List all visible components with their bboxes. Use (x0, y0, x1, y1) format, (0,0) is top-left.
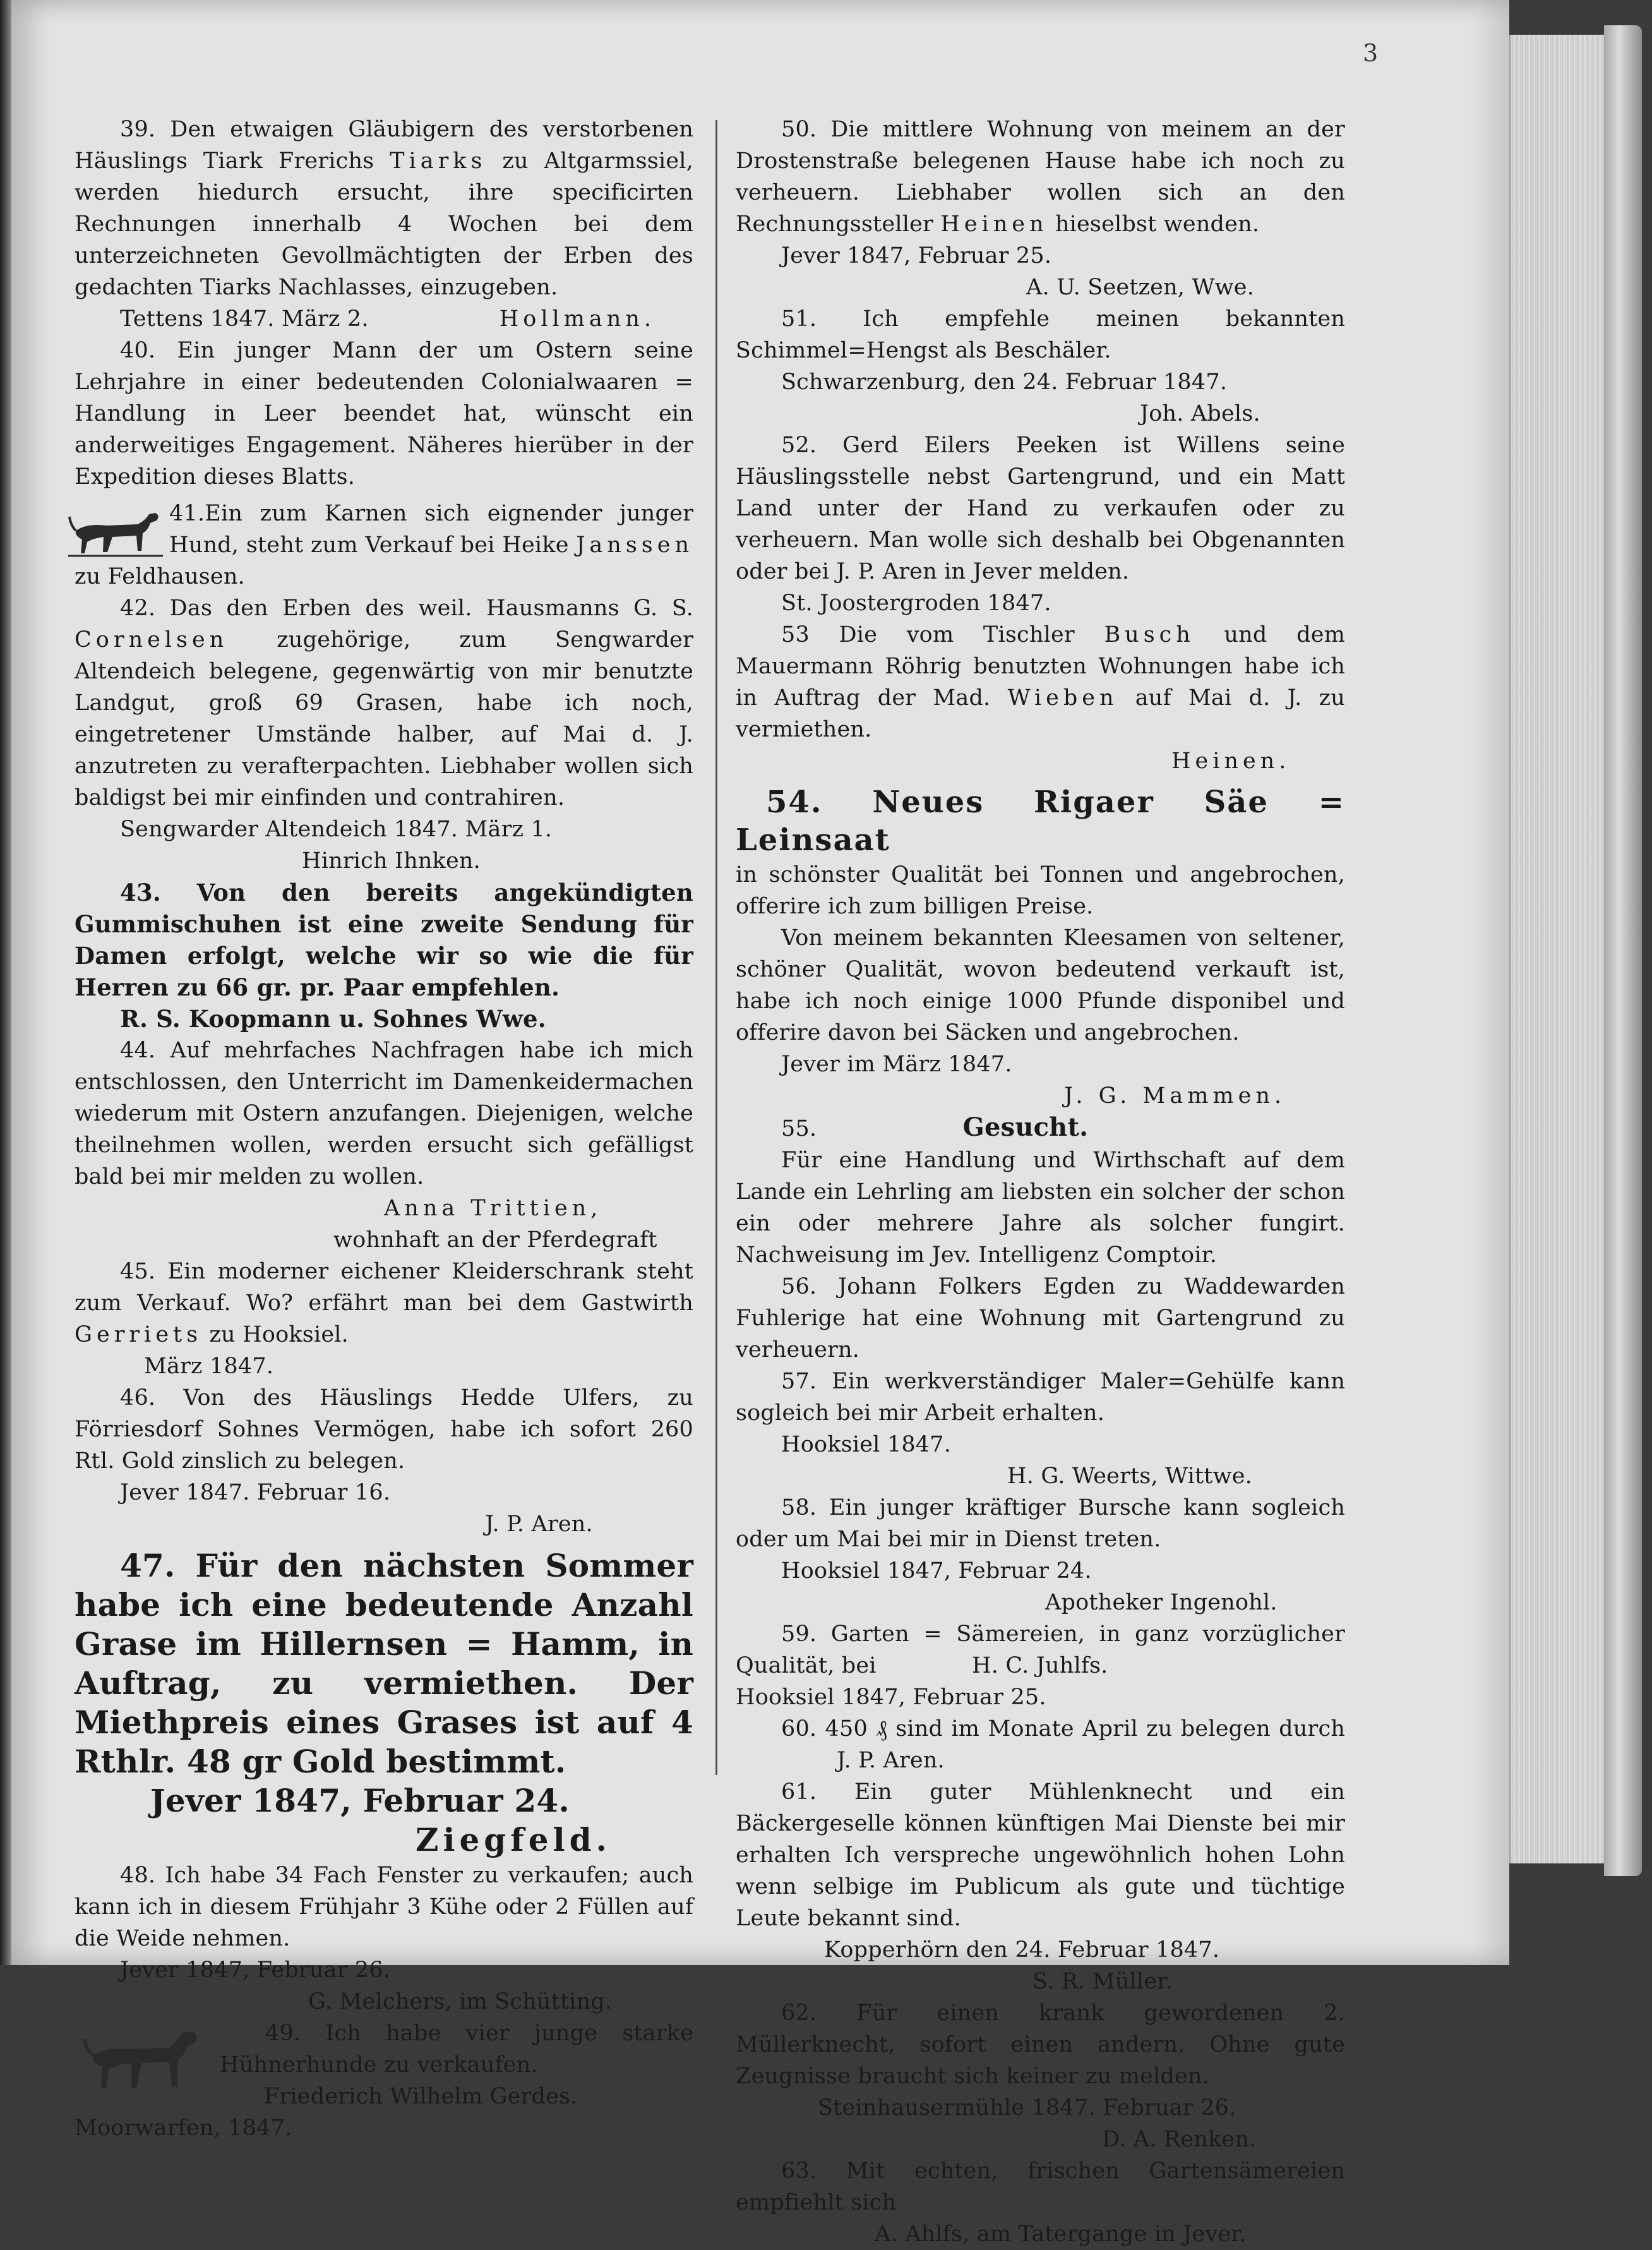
ad-50-text: 50. Die mittlere Wohnung von meinem an der Drostenstraße belegenen Hause habe ich noch zu verheuern. Liebhaber wollen sich an den Rechnungssteller (736, 117, 1345, 237)
ad-59 (736, 1618, 1345, 1713)
ad-40-text: 40. Ein junger Mann der um Ostern seine Lehrjahre in einer bedeutenden Colonialwaaren = Handlung in Leer beendet hat, wünscht ein anderweitiges Engagement. Näheres hierüber in der Expedition dieses Blatts. (75, 338, 693, 490)
ad-43 (75, 877, 693, 1035)
ad-57 (736, 1366, 1345, 1492)
ad-42-text: 42. Das den Erben des weil. Hausmanns G. S. (120, 596, 693, 621)
ad-47-place-date: Jever 1847, Februar 24. (150, 1782, 570, 1819)
ad-47-text: 47. Für den nächsten Sommer habe ich eine bedeutende Anzahl Grase im Hillernsen = Hamm, in Auftrag, zu vermiethen. Der Miethpreis eines Grases ist auf 4 Rthlr. 48 gr Gold bestimmt. (75, 1547, 693, 1780)
ad-63-signature: A. Ahlfs, am Tatergange in Jever. (875, 2222, 1247, 2247)
ad-47-signature: Ziegfeld. (416, 1821, 611, 1858)
ad-55-number: 55. (781, 1116, 817, 1141)
ad-58-signature: Apotheker Ingenohl. (1045, 1590, 1278, 1615)
ad-56-text: 56. Johann Folkers Egden zu Waddewarden Fuhlerige hat eine Wohnung mit Gartengrund zu verheuern. (736, 1274, 1345, 1363)
ad-54-signature: J. G. Mammen. (1064, 1083, 1286, 1109)
ad-52-text: 52. Gerd Eilers Peeken ist Willens seine Häuslingsstelle nebst Gartengrund, und ein Matt Land unter der Hand zu verkaufen oder zu verheuern. Man wolle sich deshalb bei Obgenannten oder bei J. P. Aren in Jever melden. (736, 433, 1345, 584)
ad-41-text: 41.Ein zum Karnen sich eignender junger Hund, steht zum Verkauf bei Heike (169, 501, 693, 558)
ad-46-signature: J. P. Aren. (485, 1512, 593, 1537)
ad-41 (75, 498, 693, 593)
ad-45 (75, 1256, 693, 1382)
ad-57-place-date: Hooksiel 1847. (781, 1432, 952, 1457)
ad-54-text2: Von meinem bekannten Kleesamen von seltener, schöner Qualität, wovon bedeutend verkauft ist, habe ich noch einige 1000 Pfunde disponibel und offerire davon bei Säcken und angebrochen. (736, 925, 1345, 1045)
ad-61 (736, 1776, 1345, 1997)
ad-58-text: 58. Ein junger kräftiger Bursche kann sogleich oder um Mai bei mir in Dienst treten. (736, 1495, 1345, 1552)
ad-62-signature: D. A. Renken. (1102, 2127, 1257, 2152)
ad-59-signature: H. C. Juhlfs. (971, 1653, 1108, 1678)
ad-62 (736, 1997, 1345, 2155)
ad-59-place-date: Hooksiel 1847, Februar 25. (736, 1685, 1046, 1710)
ad-54-place-date: Jever im März 1847. (781, 1052, 1012, 1077)
ad-52 (736, 430, 1345, 619)
ad-50-place-date: Jever 1847, Februar 25. (781, 243, 1052, 268)
ad-51 (736, 303, 1345, 430)
ad-53-signature: Heinen. (1171, 749, 1291, 774)
ad-63-text: 63. Mit echten, frischen Gartensämereien empfiehlt sich (736, 2158, 1345, 2215)
ad-53 (736, 619, 1345, 777)
ad-62-text: 62. Für einen krank gewordenen 2. Müllerknecht, sofort einen andern. Ohne gute Zeugnisse braucht sich keiner zu melden. (736, 2000, 1345, 2089)
ad-48-signature: G. Melchers, im Schütting. (308, 1989, 613, 2014)
ad-58-place-date: Hooksiel 1847, Februar 24. (781, 1558, 1092, 1584)
ad-43-signature: R. S. Koopmann u. Sohnes Wwe. (120, 1005, 546, 1033)
ad-54-heading: 54. Neues Rigaer Säe = Leinsaat (736, 785, 1345, 858)
book-binding (0, 0, 11, 1965)
ad-39-place-date: Tettens 1847. März 2. (120, 306, 369, 332)
ad-48-place-date: Jever 1847, Februar 26. (120, 1958, 391, 1983)
ad-49-text: 49. Ich habe vier junge starke Hühnerhunde zu verkaufen. (220, 2021, 693, 2078)
ad-44-text: 44. Auf mehrfaches Nachfragen habe ich mich entschlossen, den Unterricht im Damenkeidermachen wiederum mit Ostern anzufangen. Diejenigen, welche theilnehmen wollen, werden ersucht sich gefälligst bald bei mir melden zu wollen. (75, 1038, 693, 1189)
ad-55-text: Für eine Handlung und Wirthschaft auf dem Lande ein Lehrling am liebsten ein solcher der schon ein oder mehrere Jahre als solcher fungirt. Nachweisung im Jev. Intelligenz Comptoir. (736, 1148, 1345, 1268)
ad-44 (75, 1035, 693, 1256)
ad-56 (736, 1271, 1345, 1366)
right-column (736, 114, 1345, 2250)
ad-55-title: Gesucht. (962, 1112, 1089, 1142)
ad-45-name: Gerriets (75, 1322, 203, 1347)
ad-49-place-date: Moorwarfen, 1847. (75, 2115, 292, 2141)
ad-39-text: 39. Den etwaigen Gläubigern des verstorbenen Häuslings Tiark Frerichs (75, 117, 693, 174)
ad-51-text: 51. Ich empfehle meinen bekannten Schimmel=Hengst als Beschäler. (736, 306, 1345, 363)
ad-49-signature: Friederich Wilhelm Gerdes. (264, 2084, 578, 2109)
left-column (75, 114, 693, 2144)
ad-60-signature: J. P. Aren. (837, 1748, 945, 1773)
ad-43-text: 43. Von den bereits angekündigten Gummischuhen ist eine zweite Sendung für Damen erfolgt, welche wir so wie die für Herren zu 66 gr. pr. Paar empfehlen. (75, 879, 693, 1001)
ad-48 (75, 1860, 693, 2018)
ad-53-name2: Wieben (1007, 685, 1118, 711)
ad-50 (736, 114, 1345, 303)
ad-39-name: Tiarks (390, 148, 487, 174)
ad-44-address: wohnhaft an der Pferdegraft (333, 1227, 657, 1253)
ad-59-text: 59. Garten = Sämereien, in ganz vorzüglicher Qualität, bei (736, 1621, 1345, 1678)
ad-46-text: 46. Von des Häuslings Hedde Ulfers, zu Förriesdorf Sohnes Vermögen, habe ich sofort 260 Rtl. Gold zinslich zu belegen. (75, 1385, 693, 1474)
ad-54 (736, 783, 1345, 1112)
ad-61-place-date: Kopperhörn den 24. Februar 1847. (824, 1937, 1220, 1963)
column-rule (715, 120, 717, 1775)
ad-49 (75, 2018, 693, 2144)
ad-42-place-date: Sengwarder Altendeich 1847. März 1. (120, 817, 553, 842)
ad-42 (75, 593, 693, 877)
ad-60-text: 60. 450 ₰ sind im Monate April zu belegen durch (781, 1716, 1345, 1742)
ad-61-text: 61. Ein guter Mühlenknecht und ein Bäckergeselle können künftigen Mai Dienste bei mir erhalten Ich verspreche ungewöhnlich hohen Lohn wenn selbige im Publicum als gute und tüchtige Leute bekannt sind. (736, 1779, 1345, 1931)
ad-62-place-date: Steinhausermühle 1847. Februar 26. (818, 2095, 1236, 2121)
ad-42-text2: zugehörige, zum Sengwarder Altendeich belegene, gegenwärtig von mir benutzte Landgut, groß 69 Grasen, habe ich noch, eingetretener Umstände halber, auf Mai d. J. anzutreten zu verafterpachten. Liebhaber wollen sich baldigst bei mir einfinden und contrahiren. (75, 627, 693, 810)
ad-52-place-date: St. Joostergroden 1847. (781, 591, 1051, 616)
book-cover-edge (1604, 25, 1642, 1876)
ad-44-signature: Anna Trittien, (384, 1196, 602, 1221)
ad-40 (75, 335, 693, 493)
ad-57-signature: H. G. Weerts, Wittwe. (1007, 1464, 1252, 1489)
hunting-dog-icon (81, 2018, 207, 2100)
ad-39-signature: Hollmann. (499, 306, 655, 332)
ad-45-date: März 1847. (144, 1354, 274, 1379)
ad-42-name: Cornelsen (75, 627, 229, 653)
ad-39 (75, 114, 693, 335)
ad-55 (736, 1112, 1345, 1271)
ad-53-text: 53 Die vom Tischler (781, 622, 1075, 647)
ad-51-signature: Joh. Abels. (1140, 401, 1260, 426)
ad-50-text2: hieselbst wenden. (1055, 212, 1260, 237)
ad-58 (736, 1492, 1345, 1618)
ad-41-name: Janssen (576, 532, 693, 558)
ad-63 (736, 2155, 1345, 2250)
ad-45-text2: zu Hooksiel. (209, 1322, 349, 1347)
ad-46-place-date: Jever 1847. Februar 16. (120, 1480, 391, 1505)
ad-50-name: Heinen (940, 212, 1048, 237)
ad-53-name1: Busch (1104, 622, 1195, 647)
ad-61-signature: S. R. Müller. (1032, 1969, 1173, 1994)
ad-53-text2: und dem Mauermann Röhrig benutzten Wohnungen habe ich in Auftrag der Mad. (736, 622, 1346, 711)
ad-47 (75, 1546, 693, 1860)
ad-39-text2: zu Altgarmssiel, werden hiedurch ersucht, ihre specificirten Rechnungen innerhalb 4 Wochen bei dem unterzeichneten Gevollmächtigten der Erben des gedachten Tiarks Nachlasses, einzugeben. (75, 148, 693, 300)
ad-53-text3: auf Mai d. J. zu vermiethen. (736, 685, 1346, 742)
ad-54-text: in schönster Qualität bei Tonnen und angebrochen, offerire ich zum billigen Preise. (736, 862, 1345, 919)
ad-42-signature: Hinrich Ihnken. (302, 848, 481, 874)
ad-50-signature: A. U. Seetzen, Wwe. (1026, 275, 1255, 300)
ad-57-text: 57. Ein werkverständiger Maler=Gehülfe kann sogleich bei mir Arbeit erhalten. (736, 1369, 1345, 1426)
ad-51-place-date: Schwarzenburg, den 24. Februar 1847. (781, 370, 1228, 395)
ad-48-text: 48. Ich habe 34 Fach Fenster zu verkaufen; auch kann ich in diesem Frühjahr 3 Kühe oder 2 Füllen auf die Weide nehmen. (75, 1863, 693, 1951)
dog-icon (68, 498, 163, 561)
page-number (1363, 39, 1378, 67)
ad-60 (736, 1713, 1345, 1776)
ad-41-text2: zu Feldhausen. (75, 564, 245, 589)
ad-46 (75, 1382, 693, 1540)
ad-45-text: 45. Ein moderner eichener Kleiderschrank steht zum Verkauf. Wo? erfährt man bei dem Gastwirth (75, 1259, 693, 1316)
